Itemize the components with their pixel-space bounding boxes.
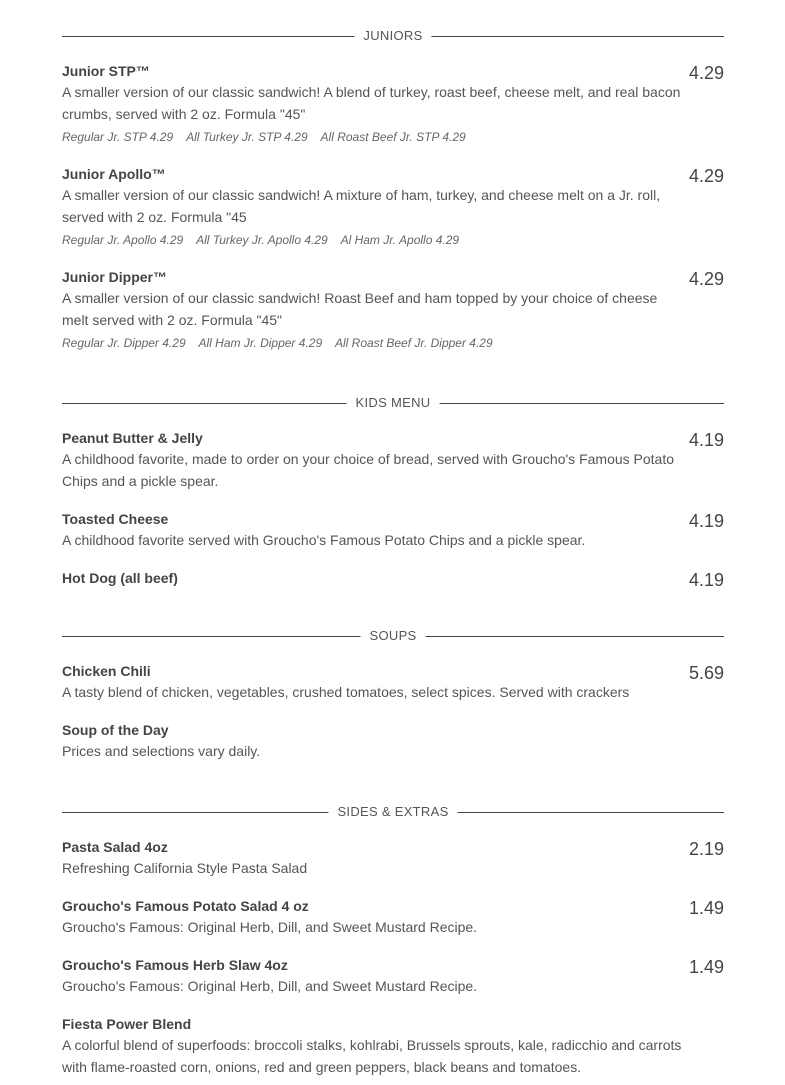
menu-item-junior-dipper[interactable] (62, 268, 724, 354)
item-description: A tasty blend of chicken, vegetables, crushed tomatoes, select spices. Served with crackers (62, 684, 630, 700)
item-name: Fiesta Power Blend (62, 1016, 192, 1032)
item-price: 5.69 (688, 663, 724, 683)
item-option: All Turkey Jr. Apollo 4.29 (196, 233, 328, 247)
item-description: A childhood favorite served with Groucho's Famous Potato Chips and a pickle spear. (62, 532, 586, 548)
item-option: All Ham Jr. Dipper 4.29 (198, 336, 323, 350)
section-title: KIDS MENU (347, 395, 440, 411)
item-price: 4.19 (688, 511, 724, 531)
item-description: A smaller version of our classic sandwich! A blend of turkey, roast beef, cheese melt, and real bacon crumbs, served with 2 oz. Formula "45" (62, 84, 681, 122)
item-price: 2.19 (688, 839, 724, 859)
menu-item-soup-of-the-day[interactable] (62, 721, 724, 762)
item-description: Refreshing California Style Pasta Salad (62, 860, 308, 876)
section-title: SOUPS (360, 628, 425, 644)
item-price: 4.29 (688, 269, 724, 289)
item-name: Junior Apollo™ (62, 166, 166, 182)
menu-item-hot-dog[interactable] (62, 569, 724, 590)
item-option: Regular Jr. Apollo 4.29 (62, 233, 184, 247)
menu-item-junior-stp[interactable] (62, 62, 724, 148)
item-description: A smaller version of our classic sandwich! A mixture of ham, turkey, and cheese melt on a Jr. roll, served with 2 oz. Formula "45 (62, 187, 661, 225)
item-options (62, 332, 724, 354)
item-option: Al Ham Jr. Apollo 4.29 (340, 233, 460, 247)
item-price: 4.19 (688, 430, 724, 450)
item-description: Groucho's Famous: Original Herb, Dill, and Sweet Mustard Recipe. (62, 978, 478, 994)
item-option: All Roast Beef Jr. Dipper 4.29 (335, 336, 493, 350)
menu-item-potato-salad[interactable] (62, 897, 724, 938)
item-name: Pasta Salad 4oz (62, 839, 168, 855)
item-price: 4.29 (688, 166, 724, 186)
item-price: 1.49 (688, 898, 724, 918)
item-option: Regular Jr. STP 4.29 (62, 130, 174, 144)
item-description: A childhood favorite, made to order on your choice of bread, served with Groucho's Famous Potato Chips and a pickle spear. (62, 451, 675, 489)
item-name: Toasted Cheese (62, 511, 169, 527)
item-price: 1.49 (688, 957, 724, 977)
menu-item-herb-slaw[interactable] (62, 956, 724, 997)
item-option: Regular Jr. Dipper 4.29 (62, 336, 186, 350)
menu-item-junior-apollo[interactable] (62, 165, 724, 251)
item-description: Prices and selections vary daily. (62, 743, 261, 759)
section-title: JUNIORS (354, 28, 431, 44)
menu-item-peanut-butter-jelly[interactable] (62, 429, 724, 492)
item-name: Groucho's Famous Potato Salad 4 oz (62, 898, 309, 914)
item-option: All Turkey Jr. STP 4.29 (186, 130, 308, 144)
item-options (62, 126, 724, 148)
item-name: Groucho's Famous Herb Slaw 4oz (62, 957, 288, 973)
item-name: Soup of the Day (62, 722, 169, 738)
item-name: Chicken Chili (62, 663, 151, 679)
item-name: Junior STP™ (62, 63, 150, 79)
menu-item-toasted-cheese[interactable] (62, 510, 724, 551)
item-price: 4.19 (688, 570, 724, 590)
item-name: Peanut Butter & Jelly (62, 430, 203, 446)
item-option: All Roast Beef Jr. STP 4.29 (320, 130, 466, 144)
item-description: Groucho's Famous: Original Herb, Dill, and Sweet Mustard Recipe. (62, 919, 478, 935)
item-options (62, 229, 724, 251)
item-name: Junior Dipper™ (62, 269, 168, 285)
item-description: A smaller version of our classic sandwich! Roast Beef and ham topped by your choice of cheese melt served with 2 oz. Formula "45" (62, 290, 658, 328)
menu-item-fiesta-power-blend[interactable] (62, 1015, 724, 1078)
item-description: A colorful blend of superfoods: broccoli stalks, kohlrabi, Brussels sprouts, kale, radicchio and carrots with flame-roasted corn, onions, red and green peppers, black beans and tomatoes. (62, 1037, 682, 1075)
item-price: 4.29 (688, 63, 724, 83)
menu-item-pasta-salad[interactable] (62, 838, 724, 879)
item-name: Hot Dog (all beef) (62, 570, 178, 586)
menu-item-chicken-chili[interactable] (62, 662, 724, 703)
section-title: SIDES & EXTRAS (328, 804, 457, 820)
